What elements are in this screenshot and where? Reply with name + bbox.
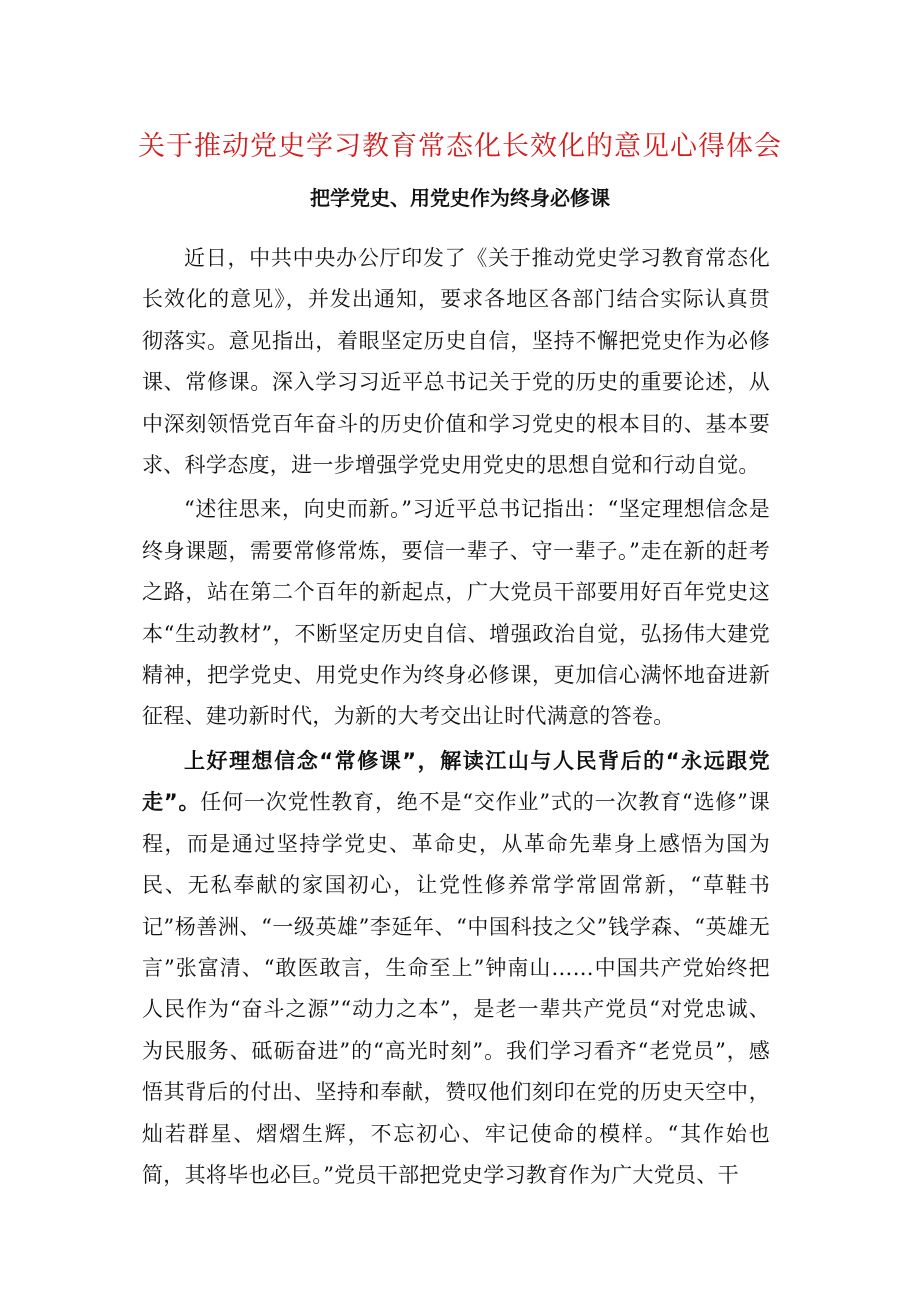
paragraph-3 bbox=[142, 741, 770, 1196]
paragraph-3-lead: 上好理想信念“常修课”，解读江山与人民背后的“永远跟党走”。 bbox=[142, 748, 770, 815]
document-title: 关于推动党史学习教育常态化长效化的意见心得体会 bbox=[138, 131, 782, 162]
document-body bbox=[142, 238, 770, 1196]
paragraph-2-text: “述往思来，向史而新。”习近平总书记指出：“坚定理想信念是终身课题，需要常修常炼，要信一辈子、守一辈子。”走在新的赶考之路，站在第二个百年的新起点，广大党员干部要用好百年党史这本“生动教材”，不断坚定历史自信、增强政治自觉，弘扬伟大建党精神，把学党史、用党史作为终身必修课，更加信心满怀地奋进新征程、建功新时代，为新的大考交出让时代满意的答卷。 bbox=[142, 497, 770, 729]
paragraph-2 bbox=[142, 489, 770, 737]
document-subtitle: 把学党史、用党史作为终身必修课 bbox=[310, 186, 610, 210]
paragraph-1-text: 近日，中共中央办公厅印发了《关于推动党史学习教育常态化长效化的意见》，并发出通知，要求各地区各部门结合实际认真贯彻落实。意见指出，着眼坚定历史自信，坚持不懈把党史作为必修课、常修课。深入学习习近平总书记关于党的历史的重要论述，从中深刻领悟党百年奋斗的历史价值和学习党史的根本目的、基本要求、科学态度，进一步增强学党史用党史的思想自觉和行动自觉。 bbox=[142, 246, 770, 478]
paragraph-3-text: 任何一次党性教育，绝不是“交作业”式的一次教育“选修”课程，而是通过坚持学党史、革命史，从革命先辈身上感悟为国为民、无私奉献的家国初心，让党性修养常学常固常新，“草鞋书记”杨善洲、“一级英雄”李延年、“中国科技之父”钱学森、“英雄无言”张富清、“敢医敢言，生命至上”钟南山……中国共产党始终把人民作为“奋斗之源”“动力之本”，是老一辈共产党员“对党忠诚、为民服务、砥砺奋进”的“高光时刻”。我们学习看齐“老党员”，感悟其背后的付出、坚持和奉献，赞叹他们刻印在党的历史天空中，灿若群星、熠熠生辉，不忘初心、牢记使命的模样。“其作始也简，其将毕也必巨。”党员干部把党史学习教育作为广大党员、干 bbox=[142, 790, 770, 1187]
paragraph-1 bbox=[142, 238, 770, 486]
